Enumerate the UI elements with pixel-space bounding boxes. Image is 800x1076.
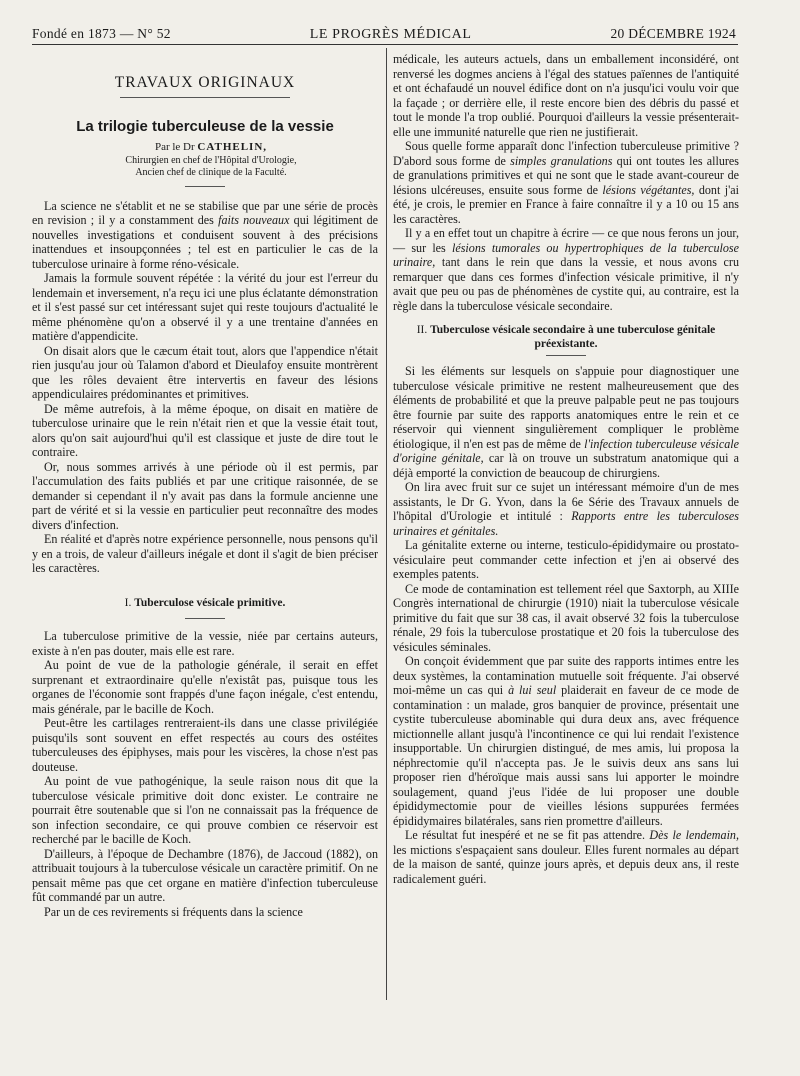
emphasis: l'infection tuberculeuse vésicale d'origine génitale, (393, 436, 739, 465)
subheading-2 (393, 323, 739, 351)
paragraph: D'ailleurs, à l'époque de Dechambre (1876), de Jaccoud (1882), on attribuait toujours à la tuberculose vésicale un caractère primitif. On ne pensait même pas que cet organe en matière d'infection tuberculeuse fût commandé par un autre. (32, 846, 378, 904)
paragraph (393, 480, 739, 538)
paragraph (393, 828, 739, 886)
subheading-title: Tuberculose vésicale secondaire à une tuberculose génitale préexistante. (430, 324, 716, 350)
subheading-1 (32, 596, 378, 611)
text-run: car là on trouve un substratum anatomique qui a déjà emporté la conviction de beaucoup de chirurgiens. (393, 451, 739, 480)
paragraph: Au point de vue de la pathologie générale, il serait en effet surprenant et extraordinaire qu'elle n'existât pas, puisque tous les organes de l'économie sont frappés d'une façon inégale, c'est entendu, mais générale, par le bacille de Koch. (32, 658, 378, 716)
paragraph: Jamais la formule souvent répétée : la vérité du jour est l'erreur du lendemain et inversement, n'a reçu ici une plus éclatante démonstration et il s'est passé sur cet intéressant sujet qui reste toujours d'actualité le même phénomène qu'on a observé il y a une trentaine d'années en matière d'appendicite. (32, 271, 378, 343)
subheading-title: Tuberculose vésicale primitive. (134, 596, 286, 609)
header-rule (32, 44, 738, 45)
text-run: dont j'ai été, je crois, le premier en France à faire connaître il y a 10 ou 15 ans les caractères. (393, 182, 739, 226)
text-run: Si les éléments sur lesquels on s'appuie pour diagnostiquer une tuberculose vésicale primitive ne restent malheureusement que des éléments de probabilité et que la preuve palpable peut ne pas toujours être fournie par suite des rapports anatomiques entre le rein et ce réservoir qui viennent singulièrement compliquer le problème étiologique, il n'en est pas de même de (393, 364, 739, 451)
paragraph: Au point de vue pathogénique, la seule raison nous dit que la tuberculose vésicale primitive doit donc exister. Le contraire ne pourrait être soutenable que si l'on ne connaissait pas la fréquence de son infection secondaire, ce qui prouve combien ce réservoir est recherché par le bacille de Koch. (32, 774, 378, 846)
emphasis: lésions végétantes, (602, 182, 695, 197)
text-run: tant dans le rein que dans la vessie, et nous avons cru remarquer que dans ces formes d'infection vésicale primitive, il n'y avait que peu ou pas de phénomènes de cystite qui, au contraire, est la règle dans la tuberculose vésicale secondaire. (393, 255, 739, 313)
header-founded: Fondé en 1873 — N° 52 (32, 26, 171, 41)
paragraph (393, 226, 739, 313)
text-run: La science ne s'établit et ne se stabilise que par une série de procès en revision ; il y a constamment des (32, 198, 378, 227)
paragraph: La génitalite externe ou interne, testiculo-épididymaire ou prostato-vésiculaire peut commander cette infection et j'en ai observé des exemples patents. (393, 538, 739, 581)
paragraph: En réalité et d'après notre expérience personnelle, nous pensons qu'il y en a trois, de valeur d'ailleurs inégale et dont il s'agit de bien préciser les caractères. (32, 532, 378, 575)
right-column (393, 52, 739, 886)
subheading-rule (185, 618, 225, 619)
section-title: TRAVAUX ORIGINAUX (114, 74, 296, 91)
left-column (32, 74, 378, 919)
emphasis: simples granulations (510, 153, 613, 168)
journal-title: LE PROGRÈS MÉDICAL (309, 27, 472, 42)
text-run: Il y a en effet tout un chapitre à écrire — ce que nous ferons un jour, — sur les (393, 226, 739, 255)
paragraph: Par un de ces revirements si fréquents dans la science (44, 904, 303, 919)
emphasis: faits nouveaux (218, 213, 290, 227)
text-run: On conçoit évidemment que par suite des rapports intimes entre les deux systèmes, la contamination mutuelle soit fréquente. J'ai observé moi-même un cas qui (393, 654, 739, 697)
paragraph: De même autrefois, à la même époque, on disait en matière de tuberculose urinaire que le rein n'était rien et que la vessie était tout, alors qu'on sait aujourd'hui qu'il est classique et juste de dire tout le contraire. (32, 401, 378, 459)
paragraph: médicale, les auteurs actuels, dans un emballement inconsidéré, ont renversé les dogmes anciens à l'égal des statues païennes de l'antiquité et ont échafaudé un nouvel édifice dont on n'a jusqu'ici voulu voir que la façade ; or derrière elle, il reste encore bien des débris du passé et tout le monde l'a trop oublié. Pourquoi d'ailleurs la vessie présenterait-elle une immunité naturelle que rien ne justifierait. (393, 52, 739, 139)
emphasis: à lui seul (508, 683, 557, 697)
emphasis: Rapports entre les tuberculoses urinaires et génitales. (393, 509, 739, 538)
author-name: CATHELIN, (197, 141, 268, 153)
text-run: qui ont toutes les allures de granulations primitives et qui ne sont que le stade avant-coureur de lésions ulcéreuses, ensuite sous forme de (393, 153, 739, 197)
paragraph: Or, nous sommes arrivés à une période où il est permis, par l'accumulation des faits publiés et par une critique raisonnée, de se demander si cependant il n'y avait pas dans la formule ancienne une part de vérité et si la vessie en particulier peut reconnaître des modes divers d'infection. (32, 459, 378, 532)
text-run: qui légitiment de nouvelles investigations et conduisent souvent à des précisions inattendues et insoupçonnées ; tel est en particulier le cas de la tuberculose urinaire à forme réno-vésicale. (32, 213, 378, 271)
paragraph (393, 139, 739, 226)
subheading-rule (546, 355, 586, 356)
text-run: Sous quelle forme apparaît donc l'infection tuberculeuse primitive ? D'abord sous forme de (393, 139, 739, 168)
paragraph: Peut-être les cartilages rentreraient-ils dans une classe privilégiée puisqu'ils sont souvent en effet respectés au cours des ostéites tuberculeuses des épiphyses, mais pour les viscères, la chose n'est pas douteuse. (32, 716, 378, 774)
header-date: 20 DÉCEMBRE 1924 (610, 26, 736, 41)
text-run: On lira avec fruit sur ce sujet un intéressant mémoire d'un de mes assistants, le Dr G. Yvon, dans la 6e Série des Travaux annuels de l'hôpital d'Urologie et intitulé : (393, 480, 739, 523)
paragraph: Ce mode de contamination est tellement réel que Saxtorph, au XIIIe Congrès international de chirurgie (1910) niait la tuberculose vésicale primitive du fait que sur 38 cas, il avait observé 32 fois la tuberculose rénale, 29 fois la tuberculose prostatique et 20 fois la tuberculose des vésicules séminales. (393, 581, 739, 654)
text-run: Le résultat fut inespéré et ne se fit pas attendre. (405, 828, 646, 842)
affiliation-1: Chirurgien en chef de l'Hôpital d'Urologie, (125, 154, 297, 166)
emphasis: lésions tumorales ou hypertrophiques de la tuberculose urinaire, (393, 240, 740, 269)
running-header (32, 26, 736, 43)
paragraph: On disait alors que le cæcum était tout, alors que l'appendice n'était rien jusqu'au jour où Talamon d'abord et Dieulafoy ensuite montrèrent que les rôles devaient être intervertis en faveur des lésions appendiculaires prédominantes et primitives. (32, 343, 378, 401)
author-line (32, 140, 378, 155)
paragraph (393, 364, 739, 480)
text-run: plaiderait en faveur de ce mode de contamination : un malade, gros banquier de province, présentait une cystite tuberculeuse abominable qui dura deux ans, avec fréquence mictionnelle allant jusqu'à l'incontinence ce qui lui rendait l'existence insupportable. Un chirurgien distingué, de mes amis, lui proposa la néphrectomie qu'il n'accepta pas. Je le suivis deux ans sans lui proposer rien d'héroïque mais aussi sans lui apporter le moindre soulagement, quand j'eus l'idée de lui proposer une double épididymectomie pour de vieilles lésions suppurées fermées épididymaires bilatérales, sans rien promettre d'ailleurs. (393, 683, 740, 828)
paragraph (393, 654, 739, 828)
author-rule (185, 186, 225, 187)
author-prefix: Par le Dr (154, 141, 195, 153)
subheading-number: II. (416, 324, 428, 336)
affiliation-2: Ancien chef de clinique de la Faculté. (135, 167, 287, 178)
column-divider (386, 48, 387, 1000)
paragraph (32, 199, 378, 272)
subheading-number: I. (124, 596, 132, 609)
paragraph: La tuberculose primitive de la vessie, niée par certains auteurs, existe à n'en pas douter, mais elle est rare. (32, 629, 378, 658)
text-run: les mictions s'espaçaient sans douleur. Elles furent normales au départ de la maison de santé, quinze jours après, et depuis deux ans, il reste radicalement guéri. (393, 842, 739, 886)
emphasis: Dès le lendemain, (649, 828, 739, 842)
article-title: La trilogie tuberculeuse de la vessie (76, 117, 334, 135)
section-rule (120, 97, 290, 98)
